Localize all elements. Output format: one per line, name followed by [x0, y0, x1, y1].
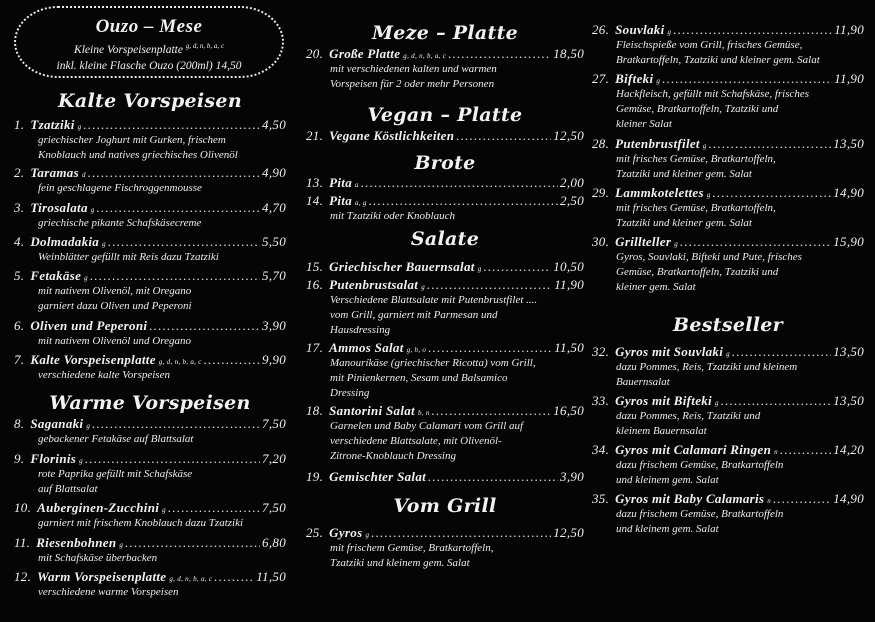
menu-item-description: Manouríkäse (griechischer Ricotta) vom Grill, mit Pinienkernen, Sesam und Balsamico Dressing: [330, 357, 536, 399]
dot-leader: [149, 318, 260, 334]
menu-item-description: Hackfleisch, gefüllt mit Schafskäse, frisches Gemüse, Bratkartoffeln, Tzatziki und kleiner Salat: [616, 88, 810, 130]
menu-item-name: Gyros mit Baby Calamaris: [615, 491, 765, 506]
menu-item-allergens: g: [162, 506, 166, 514]
menu-item-description: Fleischspieße vom Grill, frisches Gemüse, Bratkartoffeln, Tzatziki und kleiner gem. Salat: [616, 39, 820, 66]
dot-leader: [92, 416, 260, 432]
menu-item-description: mit frisches Gemüse, Bratkartoffeln, Tzatziki und kleiner gem. Salat: [616, 202, 776, 229]
menu-item-allergens: n: [774, 448, 778, 456]
menu-item-description: verschiedene kalte Vorspeisen: [38, 369, 170, 381]
menu-item-row: [306, 128, 584, 144]
menu-item-price: 12,50: [553, 128, 584, 143]
section-title-brote: Brote: [414, 152, 476, 174]
menu-item-row: [592, 185, 864, 201]
menu-item-allergens: g, h, o: [406, 346, 427, 354]
menu-item-name: Griechischer Bauernsalat: [329, 259, 475, 274]
menu-item-number: 11.: [14, 535, 31, 550]
menu-item-name: Dolmadakia: [30, 234, 100, 249]
menu-item-allergens: b, n: [417, 409, 430, 417]
menu-item: [592, 393, 864, 439]
menu-item-number: 26.: [592, 22, 610, 37]
menu-item: [592, 136, 864, 182]
menu-item-number: 19.: [306, 469, 324, 484]
dot-leader: [97, 200, 260, 216]
menu-item-number: 16.: [306, 277, 324, 292]
menu-item-row: [306, 193, 584, 209]
menu-item: [592, 71, 864, 132]
menu-item-price: 11,50: [554, 340, 584, 355]
menu-item-name: Kalte Vorspeisenplatte: [30, 352, 156, 367]
menu-item-allergens: a, g: [355, 199, 367, 207]
menu-item-price: 7,50: [262, 416, 286, 431]
menu-item-description: Weinblätter gefüllt mit Reis dazu Tzatziki: [38, 251, 219, 263]
menu-item-number: 17.: [306, 340, 324, 355]
menu-item: [306, 259, 584, 275]
menu-item: [14, 569, 286, 600]
menu-item: [14, 318, 286, 349]
menu-item-number: 28.: [592, 136, 610, 151]
menu-item-row: [306, 175, 584, 191]
menu-item: [14, 165, 286, 196]
menu-item-price: 4,70: [262, 200, 286, 215]
menu-item-price: 13,50: [833, 344, 864, 359]
menu-item: [592, 344, 864, 390]
dot-leader: [428, 340, 552, 356]
menu-item-description: dazu Pommes, Reis, Tzatziki und kleinem Bauernsalat: [616, 410, 761, 437]
menu-item-description: verschiedene warme Vorspeisen: [38, 586, 179, 598]
menu-item-price: 7,50: [262, 500, 286, 515]
dot-leader: [428, 469, 558, 485]
menu-item-name: Große Platte: [329, 46, 401, 61]
menu-item-row: [306, 340, 584, 356]
menu-item-allergens: g, d, n, b, a, c: [403, 52, 447, 60]
menu-item-allergens: g: [79, 457, 83, 465]
menu-item-price: 14,20: [833, 442, 864, 457]
menu-item-name: Fetakäse: [30, 268, 82, 283]
dot-leader: [90, 268, 260, 284]
menu-item-name: Gyros mit Calamari Ringen: [615, 442, 772, 457]
menu-item-row: [14, 451, 286, 467]
menu-item-allergens: g: [674, 240, 678, 248]
menu-item-name: Taramas: [30, 165, 79, 180]
menu-item-price: 4,90: [262, 165, 286, 180]
dot-leader: [85, 451, 260, 467]
menu-item-name: Gemischter Salat: [329, 469, 427, 484]
section-title-vegan: Vegan – Platte: [367, 104, 523, 126]
menu-item-description: rote Paprika gefüllt mit Schafskäse auf Blattsalat: [38, 468, 193, 495]
menu-item-number: 12.: [14, 569, 32, 584]
menu-item-row: [14, 268, 286, 284]
dot-leader: [214, 569, 254, 585]
dot-leader: [125, 535, 260, 551]
menu-item-allergens: g: [84, 274, 88, 282]
dot-leader: [773, 491, 831, 507]
menu-item-allergens: g: [421, 283, 425, 291]
menu-item-number: 18.: [306, 403, 324, 418]
menu-item-number: 6.: [14, 318, 25, 333]
menu-item-allergens: g: [656, 77, 661, 85]
dot-leader: [732, 344, 831, 360]
dot-leader: [432, 403, 552, 419]
menu-item-name: Bifteki: [615, 71, 654, 86]
menu-item: [14, 117, 286, 163]
menu-item-price: 14,90: [833, 491, 864, 506]
menu-item-name: Vegane Köstlichkeiten: [329, 128, 455, 143]
menu-item-name: Putenbrustsalat: [329, 277, 419, 292]
section-title-warme: Warme Vorspeisen: [49, 392, 251, 414]
menu-item-price: 13,50: [833, 393, 864, 408]
menu-item-name: Riesenbohnen: [36, 535, 117, 550]
menu-item-number: 9.: [14, 451, 25, 466]
menu-item-allergens: g: [102, 240, 106, 248]
menu-item-number: 34.: [592, 442, 610, 457]
menu-item-number: 20.: [306, 46, 324, 61]
menu-item-allergens: g, d, n, b, a, c: [169, 575, 213, 583]
menu-item: [14, 416, 286, 447]
menu-item-row: [592, 344, 864, 360]
menu-item-number: 14.: [306, 193, 324, 208]
menu-item-number: 7.: [14, 352, 25, 367]
menu-item-description: garniert mit frischem Knoblauch dazu Tzatziki: [38, 517, 244, 529]
menu-item-allergens: n: [767, 497, 772, 505]
menu-item: [592, 22, 864, 68]
menu-item-number: 10.: [14, 500, 32, 515]
section-title-bestseller: Bestseller: [673, 314, 783, 336]
menu-item-allergens: g: [667, 28, 672, 36]
ouzo-line-1: [16, 38, 282, 58]
menu-item-row: [592, 234, 864, 250]
menu-item-price: 12,50: [553, 525, 584, 540]
menu-item-number: 13.: [306, 175, 324, 190]
menu-item: [306, 277, 584, 338]
menu-item-name: Gyros mit Bifteki: [615, 393, 712, 408]
dot-leader: [721, 393, 831, 409]
menu-item-row: [14, 569, 286, 585]
menu-item-allergens: g: [706, 191, 711, 199]
menu-item: [14, 500, 286, 531]
menu-item-description: mit frisches Gemüse, Bratkartoffeln, Tzatziki und kleiner gem. Salat: [616, 153, 776, 180]
menu-item-name: Saganaki: [30, 416, 84, 431]
menu-item-row: [14, 352, 286, 368]
menu-item-allergens: g: [119, 541, 124, 549]
dot-leader: [709, 136, 832, 152]
menu-item-row: [306, 277, 584, 293]
menu-item-allergens: g: [477, 265, 482, 273]
menu-item: [306, 340, 584, 401]
menu-item-allergens: g: [726, 350, 730, 358]
menu-item-row: [306, 46, 584, 62]
menu-item-name: Grillteller: [615, 234, 672, 249]
menu-item-price: 2,50: [560, 193, 584, 208]
menu-item-name: Gyros mit Souvlaki: [615, 344, 724, 359]
menu-item-description: mit nativem Olivenöl und Oregano: [38, 335, 191, 347]
menu-item: [14, 352, 286, 383]
menu-item-description: dazu frischem Gemüse, Bratkartoffeln und kleinem gem. Salat: [616, 508, 784, 535]
menu-item-allergens: g: [90, 206, 95, 214]
menu-item-name: Souvlaki: [615, 22, 665, 37]
menu-item-description: griechische pikante Schafskäsecreme: [38, 217, 202, 229]
menu-item-number: 33.: [592, 393, 610, 408]
dot-leader: [680, 234, 831, 250]
menu-item-row: [592, 491, 864, 507]
menu-item-allergens: g: [702, 142, 707, 150]
menu-item-row: [14, 318, 286, 334]
dot-leader: [88, 165, 260, 181]
menu-item-row: [14, 200, 286, 216]
menu-item-price: 11,50: [256, 569, 286, 584]
menu-item-name: Lammkotelettes: [615, 185, 704, 200]
section-title-meze: Meze – Platte: [371, 22, 519, 44]
menu-item-name: Warm Vorspeisenplatte: [37, 569, 167, 584]
menu-item: [592, 442, 864, 488]
menu-item-number: 29.: [592, 185, 610, 200]
menu-item-number: 15.: [306, 259, 324, 274]
section-title-grill: Vom Grill: [393, 495, 497, 517]
menu-item-number: 3.: [14, 200, 25, 215]
menu-item-row: [306, 259, 584, 275]
menu-item: [14, 451, 286, 497]
menu-item-description: Gyros, Souvlaki, Bifteki und Pute, frisches Gemüse, Bratkartoffeln, Tzatziki und kleiner gem. Salat: [616, 251, 802, 293]
dot-leader: [83, 117, 260, 133]
menu-item-name: Pita: [329, 175, 353, 190]
menu-item-name: Auberginen-Zucchini: [37, 500, 160, 515]
menu-item-row: [592, 71, 864, 87]
ouzo-title: Ouzo – Mese: [95, 16, 203, 37]
dot-leader: [371, 525, 551, 541]
ouzo-allergens: g, d, n, b, a, c: [185, 42, 224, 50]
menu-item-number: 30.: [592, 234, 610, 249]
menu-item-price: 16,50: [553, 403, 584, 418]
menu-item-allergens: g: [714, 399, 719, 407]
menu-item-row: [306, 403, 584, 419]
menu-item-price: 10,50: [553, 259, 584, 274]
menu-item-allergens: d: [81, 171, 86, 179]
menu-item-row: [14, 234, 286, 250]
menu-item-price: 9,90: [262, 352, 286, 367]
dot-leader: [204, 352, 260, 368]
menu-item: [306, 469, 584, 485]
menu-item-allergens: g: [77, 123, 82, 131]
menu-item: [306, 403, 584, 464]
menu-item: [592, 491, 864, 537]
menu-item-description: fein geschlagene Fischroggenmousse: [38, 182, 202, 194]
menu-item-description: mit Schafskäse überbacken: [38, 552, 158, 564]
menu-item: [306, 175, 584, 191]
menu-item-name: Tzatziki: [30, 117, 75, 132]
menu-item-number: 21.: [306, 128, 324, 143]
menu-item-price: 5,70: [262, 268, 286, 283]
menu-item-price: 3,90: [262, 318, 286, 333]
menu-item-description: Garnelen und Baby Calamari vom Grill auf verschiedene Blattsalate, mit Olivenöl- Zitrone-Knoblauch Dressing: [330, 420, 524, 462]
menu-item-name: Gyros: [329, 525, 363, 540]
menu-item-number: 2.: [14, 165, 25, 180]
menu-item-description: dazu Pommes, Reis, Tzatziki und kleinem Bauernsalat: [616, 361, 798, 388]
menu-item-name: Oliven und Peperoni: [30, 318, 148, 333]
menu-item-number: 8.: [14, 416, 25, 431]
menu-item-name: Tirosalata: [30, 200, 88, 215]
menu-item-row: [14, 165, 286, 181]
menu-item-price: 13,50: [833, 136, 864, 151]
menu-item-description: mit frischem Gemüse, Bratkartoffeln, Tzatziki und kleinem gem. Salat: [330, 542, 494, 569]
dot-leader: [108, 234, 260, 250]
menu-item: [14, 200, 286, 231]
menu-item-price: 11,90: [834, 71, 864, 86]
ouzo-line-1-text: Kleine Vorspeisenplatte: [74, 43, 183, 56]
menu-item-description: gebackener Fetakäse auf Blattsalat: [38, 433, 194, 445]
menu-item-row: [14, 117, 286, 133]
menu-item-name: Santorini Salat: [329, 403, 415, 418]
menu-item-description: dazu frischem Gemüse, Bratkartoffeln und kleinem gem. Salat: [616, 459, 784, 486]
menu-item: [306, 525, 584, 571]
menu-item-price: 2,00: [560, 175, 584, 190]
menu-item-name: Pita: [329, 193, 353, 208]
menu-item-number: 35.: [592, 491, 610, 506]
ouzo-mese-box: [14, 6, 284, 78]
dot-leader: [448, 46, 551, 62]
menu-item-row: [592, 442, 864, 458]
dot-leader: [662, 71, 832, 87]
menu-item-number: 5.: [14, 268, 25, 283]
menu-item-name: Florinis: [30, 451, 77, 466]
ouzo-line-2: inkl. kleine Flasche Ouzo (200ml) 14,50: [56, 59, 242, 72]
menu-item-row: [592, 136, 864, 152]
menu-item-number: 4.: [14, 234, 25, 249]
menu-item-allergens: g: [86, 422, 91, 430]
menu-item-row: [306, 469, 584, 485]
menu-item-name: Ammos Salat: [329, 340, 404, 355]
menu-item-description: mit nativem Olivenöl, mit Oregano garniert dazu Oliven und Peperoni: [38, 285, 192, 312]
menu-item-number: 1.: [14, 117, 25, 132]
menu-item-number: 32.: [592, 344, 610, 359]
dot-leader: [361, 175, 558, 191]
section-title-kalte: Kalte Vorspeisen: [58, 90, 242, 112]
menu-item-row: [592, 393, 864, 409]
menu-item: [306, 46, 584, 92]
menu-item-row: [592, 22, 864, 38]
section-title-salate: Salate: [410, 228, 480, 250]
menu-item: [306, 193, 584, 224]
menu-item-price: 14,90: [833, 185, 864, 200]
dot-leader: [168, 500, 260, 516]
menu-item-name: Putenbrustfilet: [615, 136, 700, 151]
dot-leader: [427, 277, 552, 293]
menu-item-allergens: g: [365, 531, 370, 539]
menu-item-allergens: a: [355, 181, 359, 189]
menu-item-price: 3,90: [560, 469, 584, 484]
menu-item-description: mit verschiedenen kalten und warmen Vorspeisen für 2 oder mehr Personen: [330, 63, 497, 90]
menu-item-number: 27.: [592, 71, 610, 86]
menu-item-row: [14, 416, 286, 432]
menu-item: [592, 185, 864, 231]
menu-item-allergens: g, d, n, b, a, c: [158, 358, 202, 366]
menu-item: [592, 234, 864, 295]
menu-item-price: 11,90: [554, 277, 584, 292]
menu-item-description: Verschiedene Blattsalate mit Putenbrustfilet .... vom Grill, garniert mit Parmesan und Hausdressing: [330, 294, 538, 336]
menu-item-price: 7,20: [262, 451, 286, 466]
menu-item-row: [14, 500, 286, 516]
dot-leader: [456, 128, 551, 144]
menu-item-price: 18,50: [553, 46, 584, 61]
menu-item: [14, 268, 286, 314]
dot-leader: [780, 442, 831, 458]
menu-item-number: 25.: [306, 525, 324, 540]
dot-leader: [484, 259, 552, 275]
menu-item: [14, 234, 286, 265]
menu-item: [306, 128, 584, 144]
menu-item-price: 15,90: [833, 234, 864, 249]
menu-item-price: 11,90: [834, 22, 864, 37]
menu-item: [14, 535, 286, 566]
menu-item-row: [14, 535, 286, 551]
dot-leader: [369, 193, 558, 209]
menu-item-row: [306, 525, 584, 541]
menu-item-price: 6,80: [262, 535, 286, 550]
menu-item-price: 4,50: [262, 117, 286, 132]
menu-item-price: 5,50: [262, 234, 286, 249]
menu-item-description: mit Tzatziki oder Knoblauch: [330, 210, 455, 222]
dot-leader: [673, 22, 832, 38]
dot-leader: [713, 185, 832, 201]
menu-item-description: griechischer Joghurt mit Gurken, frischem Knoblauch und natives griechisches Olivenöl: [38, 134, 238, 161]
